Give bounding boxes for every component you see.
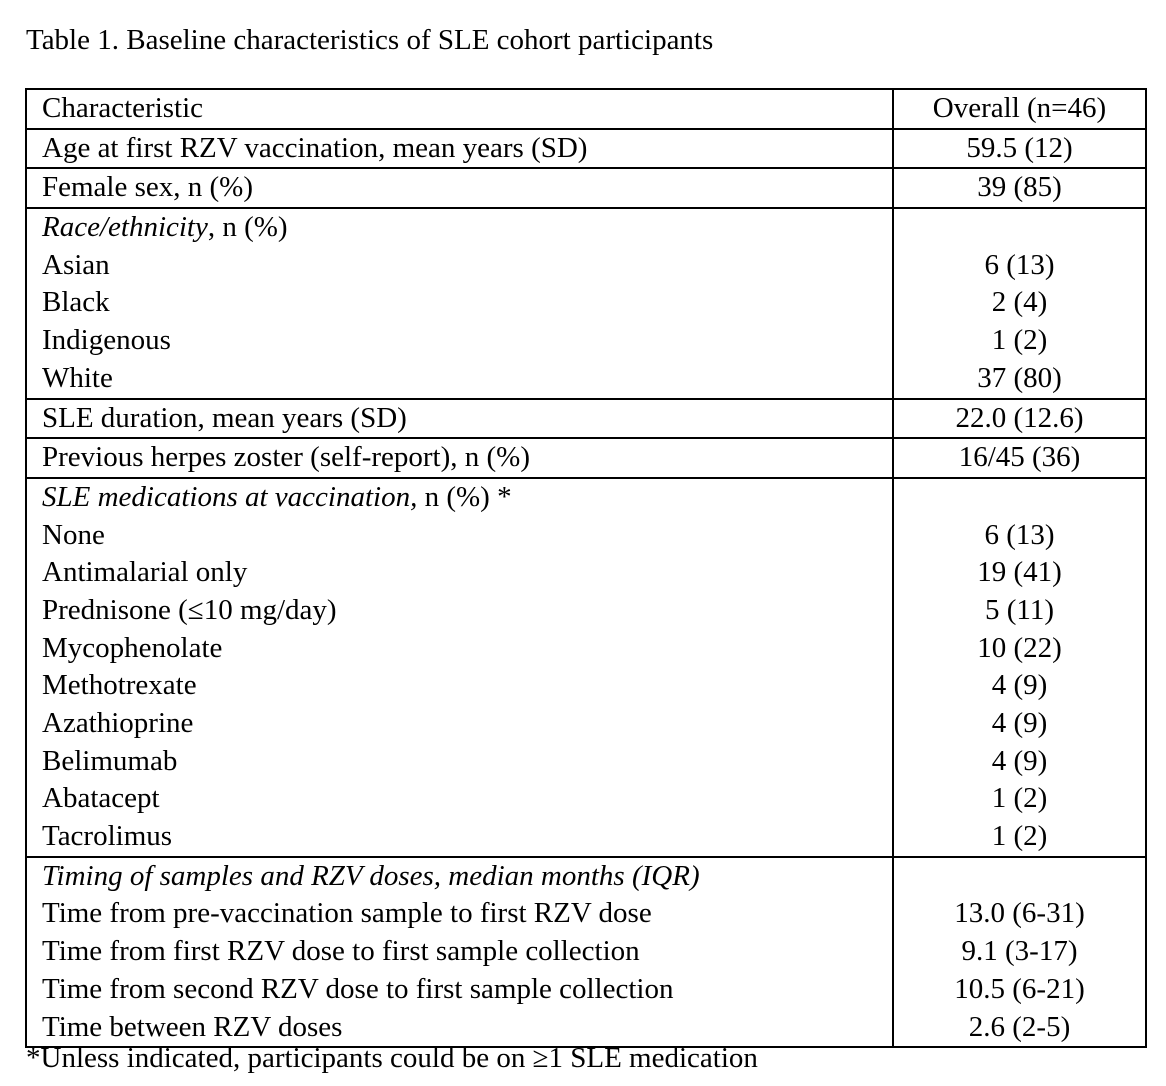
list-item: Black <box>42 286 110 319</box>
group-heading-timing: Timing of samples and RZV doses, median months (IQR) <box>42 859 700 892</box>
group-labels <box>26 857 893 1047</box>
header-overall: Overall (n=46) <box>893 89 1146 129</box>
group-values <box>893 478 1146 857</box>
group-labels <box>26 208 893 398</box>
list-value: 6 (13) <box>984 248 1055 281</box>
table-row-herpes-zoster <box>26 438 1146 478</box>
row-label: SLE duration, mean years (SD) <box>26 399 893 439</box>
table-row-sle-duration <box>26 399 1146 439</box>
list-item: White <box>42 361 113 394</box>
list-value: 19 (41) <box>977 556 1062 589</box>
list-item: Time from first RZV dose to first sample collection <box>42 935 640 968</box>
group-heading-medications: SLE medications at vaccination, n (%) * <box>42 480 512 513</box>
table-row-age <box>26 129 1146 169</box>
group-values <box>893 208 1146 398</box>
list-value: 6 (13) <box>984 518 1055 551</box>
list-item: Time from pre-vaccination sample to first RZV dose <box>42 897 652 930</box>
list-value: 1 (2) <box>991 782 1048 815</box>
list-item: None <box>42 518 105 551</box>
row-value: 39 (85) <box>893 168 1146 208</box>
list-item: Belimumab <box>42 744 178 777</box>
table-group-race <box>26 208 1146 398</box>
list-value: 1 (2) <box>991 324 1048 357</box>
list-value: 10.5 (6-21) <box>954 972 1085 1005</box>
row-value: 16/45 (36) <box>893 438 1146 478</box>
header-characteristic: Characteristic <box>26 89 893 129</box>
table-row-female-sex <box>26 168 1146 208</box>
list-value: 5 (11) <box>985 593 1054 626</box>
list-item: Prednisone (≤10 mg/day) <box>42 593 337 626</box>
row-label: Previous herpes zoster (self-report), n (%) <box>26 438 893 478</box>
table-footnote: *Unless indicated, participants could be on ≥1 SLE medication <box>26 1042 758 1074</box>
list-item: Tacrolimus <box>42 820 173 853</box>
list-value: 4 (9) <box>991 707 1048 739</box>
list-value: 4 (9) <box>991 744 1048 777</box>
list-item: Azathioprine <box>42 707 194 739</box>
list-item: Time from second RZV dose to first sample collection <box>42 972 674 1005</box>
list-item: Antimalarial only <box>42 556 248 589</box>
list-value: 1 (2) <box>991 820 1048 853</box>
table-caption: Table 1. Baseline characteristics of SLE cohort participants <box>26 24 714 56</box>
group-heading-race: Race/ethnicity, n (%) <box>42 211 288 244</box>
list-value: 10 (22) <box>977 631 1062 664</box>
list-value: 2.6 (2-5) <box>968 1010 1071 1043</box>
group-values <box>893 857 1146 1047</box>
list-value: 13.0 (6-31) <box>954 897 1085 930</box>
table-header-row <box>26 89 1146 129</box>
row-label: Female sex, n (%) <box>26 168 893 208</box>
table-group-medications <box>26 478 1146 857</box>
list-item: Asian <box>42 248 110 281</box>
list-item: Indigenous <box>42 324 171 357</box>
list-item: Time between RZV doses <box>42 1010 343 1043</box>
row-label: Age at first RZV vaccination, mean years (SD) <box>26 129 893 169</box>
list-value: 37 (80) <box>977 361 1062 394</box>
list-value: 2 (4) <box>991 286 1048 319</box>
table-group-timing <box>26 857 1146 1047</box>
list-value: 9.1 (3-17) <box>961 935 1078 968</box>
list-item: Mycophenolate <box>42 631 223 664</box>
group-labels <box>26 478 893 857</box>
row-value: 59.5 (12) <box>893 129 1146 169</box>
list-item: Methotrexate <box>42 669 197 702</box>
baseline-characteristics-table <box>25 88 1147 1048</box>
row-value: 22.0 (12.6) <box>893 399 1146 439</box>
list-item: Abatacept <box>42 782 160 815</box>
list-value: 4 (9) <box>991 669 1048 702</box>
